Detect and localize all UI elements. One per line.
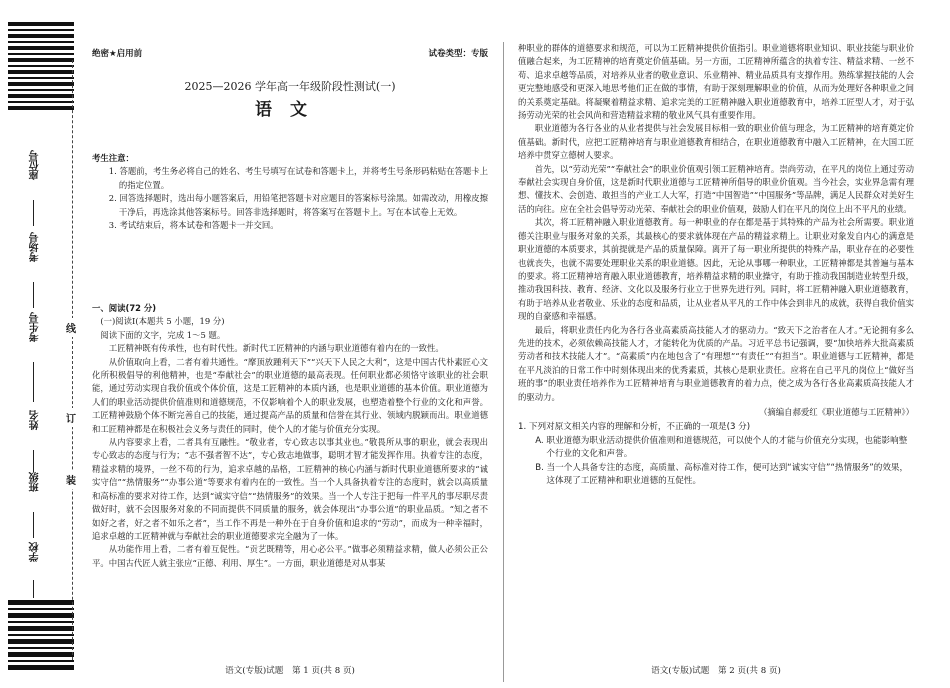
label-room: 考场号 [30,232,41,262]
line-school [33,580,34,598]
binding-margin [0,0,76,688]
section-instr: 阅读下面的文字，完成 1～5 题。 [100,329,226,340]
cut-mark-ding: 订 [66,408,76,427]
secret-mark: 绝密★启用前 [92,49,143,59]
option-a: A. 职业道德为职业活动提供价值准则和道德规范，可以使个人的才能与价值充分实现，也能影响整个行业的文化和声誉。 [535,435,908,460]
label-examno: 考生号 [30,312,41,342]
notes-heading: 考生注意： [92,153,134,163]
article-paragraph: 职业道德为各行各业的从业者提供与社会发展目标相一致的职业价值与理念，为工匠精神的培育奠定价值基础。新时代，应把工匠精神培育与职业道德教育相结合，在职业道德教育中融入工匠精神，在大国工匠培养中贯穿立德树人要求。 [518,123,914,161]
notes-block [92,152,488,232]
label-name: 姓名 [30,410,41,430]
line-examno [33,362,34,402]
cut-mark-line: 线 [66,318,76,337]
article-paragraph: 从内容要求上看，二者具有互融性。“敬业者，专心致志以事其业也。”敬畏所从事的职业，就会表现出专心致志的态度与行为；“志不强者智不达”，专心致志地做事，聪明才智才能发挥作用。执着专注的态度，精益求精的境界，一丝不苟的行为，追求卓越的品格，工匠精神的核心内涵与新时代职业道德所要求的“诚实守信”“热情服务”“办事公道”等要求有着内在的一致性。当一个人具备执着专注的态度时，就会以高质量和高标准的要求对待工作，达到“诚实守信”“热情服务”的效果。当一个人专注于把每一件平凡的事尽职尽责做好时，就不会因服务对象的不同而提供不同质量的服务，就会体现出“办事公道”的职业品质。“知之者不如好之者，好之者不如乐之者”，当工作不再是一种外在于自身价值和追求的“劳动”，而成为一种幸福时，追求卓越的工匠精神就与奉献社会的职业道德要求完全融为了一体。 [92,437,488,541]
article-paragraph: 最后，将职业责任内化为各行各业高素质高技能人才的驱动力。“致天下之治者在人才。”无论拥有多么先进的技术，必须依赖高技能人才，才能转化为优质的产品。习近平总书记强调，要“加快培养大批高素质劳动者和技术技能人才”。“高素质”内在地包含了“有理想”“有责任”“有担当”。职业道德与工匠精神，都是在平凡淡泊的日常工作中时刻体现出来的优秀素质，其核心是职业责任。应将在自己平凡的岗位上“做好当班的事”的职业责任培养作为工匠精神培育与职业道德教育的着力点，使之成为各行各业高素质高技能人才的驱动力。 [518,324,914,402]
line-room [33,282,34,308]
article-paragraph: 种职业的群体的道德要求和规范，可以为工匠精神提供价值指引。职业道德将职业知识、职业技能与职业价值融合起来，为工匠精神的培育奠定价值基础。另一方面，工匠精神所蕴含的执着专注、精益求精、一丝不苟、追求卓越等品质，对培养从业者的敬业意识、乐业精神、精业品质具有支撑作用。熟练掌握技能的人会更完整地感受和更深入地思考他们正在做的事情，有助于深刻理解职业的价值，从而为处理好各种职业之间的关系奠定基础。将凝聚着精益求精、追求完美的工匠精神融入职业道德教育中，培养工匠型人才，对于弘扬劳动光荣的社会风尚和营造精益求精的敬业风气具有重要作用。 [518,43,914,121]
line-class [33,512,34,538]
reading-block [92,302,488,570]
article-paragraph: 从功能作用上看，二者有着互促性。“贡艺既精等，用心必公平。”做事必须精益求精，做人必须公正公平。中国古代匠人就主张应“正德、利用、厚生”。一方面，职业道德是对从事某 [92,544,488,568]
article-paragraph: 其次，将工匠精神融入职业道德教育。每一种职业的存在都是基于其特殊的产品为社会所需要。职业道德关注职业与服务对象的关系，其最核心的要求就体现在产品的精益求精上。让职业对象发自内心的满意是职业道德的本质要求，其前提就是产品的质量保障。离开了每一职业所提供的特殊产品，职业存在的必要性也就丧失，也就不需要处理职业关系的职业道德。因此，无论从事哪一种职业，工匠精神都是其普遍与基本的要求。将工匠精神培育融入职业道德教育，培养精益求精的职业操守，有助于推动我国制造业转型升级，推动我国科技、教育、经济、文化以及服务行业立于世界先进行列。同时，将工匠精神融入职业道德教育，有助于培养从业者敬业、乐业的态度和品质，让从业者从平凡的工作中体会到非凡的成就，获得自我价值实现的自豪感和幸福感。 [518,217,914,322]
note-3: 3. 考试结束后，将本试卷和答题卡一并交回。 [108,220,279,231]
article-source: （摘编自郝爱红《职业道德与工匠精神》） [759,406,914,417]
binding-stripes-bottom [8,600,74,672]
label-class: 班级 [30,472,41,492]
line-seat [33,200,34,226]
section-title: 一、阅读(72 分) [92,303,157,313]
note-1: 1. 答题前，考生务必将自己的姓名、考生号填写在试卷和答题卡上，并将考生号条形码粘贴在答题卡上的指定位置。 [108,166,488,190]
article-paragraph: 工匠精神既有传承性，也有时代性。新时代工匠精神的内涵与职业道德有着内在的一致性。 [108,343,444,354]
article-continued [518,42,914,488]
footer-left: 语文(专版)试题 第 1 页(共 8 页) [225,666,355,676]
cut-line [72,60,73,660]
cut-mark-zhuang: 装 [66,470,76,489]
option-b: B. 当一个人具备专注的态度，高质量、高标准对待工作，便可达到“诚实守信”“热情服务”的效果，这体现了工匠精神和职业道德的互促性。 [535,462,909,486]
footer-right: 语文(专版)试题 第 2 页(共 8 页) [651,666,781,676]
article-paragraph: 首先，以“劳动光荣”“奉献社会”的职业价值观引领工匠精神培育。崇尚劳动，在平凡的岗位上通过劳动奉献社会实现自身价值，这是新时代职业道德与工匠精神所倡导的职业价值观。当今社会，实业界急需有理想、懂技术、会创造、敢担当的产业工人大军，打造“中国智造”“中国服务”等品牌，满足人民群众对美好生活的向往。应在全社会倡导劳动光荣、奉献社会的职业价值观，鼓励人们在平凡的岗位上出不平凡的业绩。 [518,163,914,214]
exam-title: 2025—2026 学年高一年级阶段性测试(一) [184,80,396,93]
line-name [33,450,34,472]
note-2: 2. 回答选择题时，选出每小题答案后，用铅笔把答题卡对应题目的答案标号涂黑。如需改动，用橡皮擦干净后，再选涂其他答案标号。回答非选择题时，将答案写在答题卡上。写在本试卷上无效。 [108,193,488,217]
exam-type: 试卷类型：专版 [428,49,488,59]
column-divider [503,42,504,682]
question-stem: 1. 下列对原文相关内容的理解和分析，不正确的一项是(3 分) [518,422,751,433]
label-school: 学校 [30,542,41,562]
binding-stripes-top [8,22,74,112]
section-sub: (一)阅读Ⅰ(本题共 5 小题，19 分) [100,316,225,327]
subject-title: 语文 [255,100,325,120]
label-seat: 座位号 [30,150,41,180]
article-paragraph: 从价值取向上看，二者有着共通性。“摩顶放踵利天下”“兴天下人民之大利”，这是中国古代朴素匠心文化所积极倡导的利他精神，也是“奉献社会”的职业道德的最高表现。任何职业都必须恪守该职业的社会职能，通过劳动实现自我价值或个体价值，这是工匠精神的本质内涵，也是职业道德的基本价值。职业道德为人们的职业活动提供价值准则和道德规范，不仅影响着个人的职业发展，也塑造着整个行业的文化和声誉。工匠精神鼓励个体不断完善自己的技能，通过提高产品的质量和信誉在其行业、领域内脱颖而出。职业道德和工匠精神都是在积极社会义务与责任的同时，使个人的才能与价值充分实现。 [92,356,488,434]
